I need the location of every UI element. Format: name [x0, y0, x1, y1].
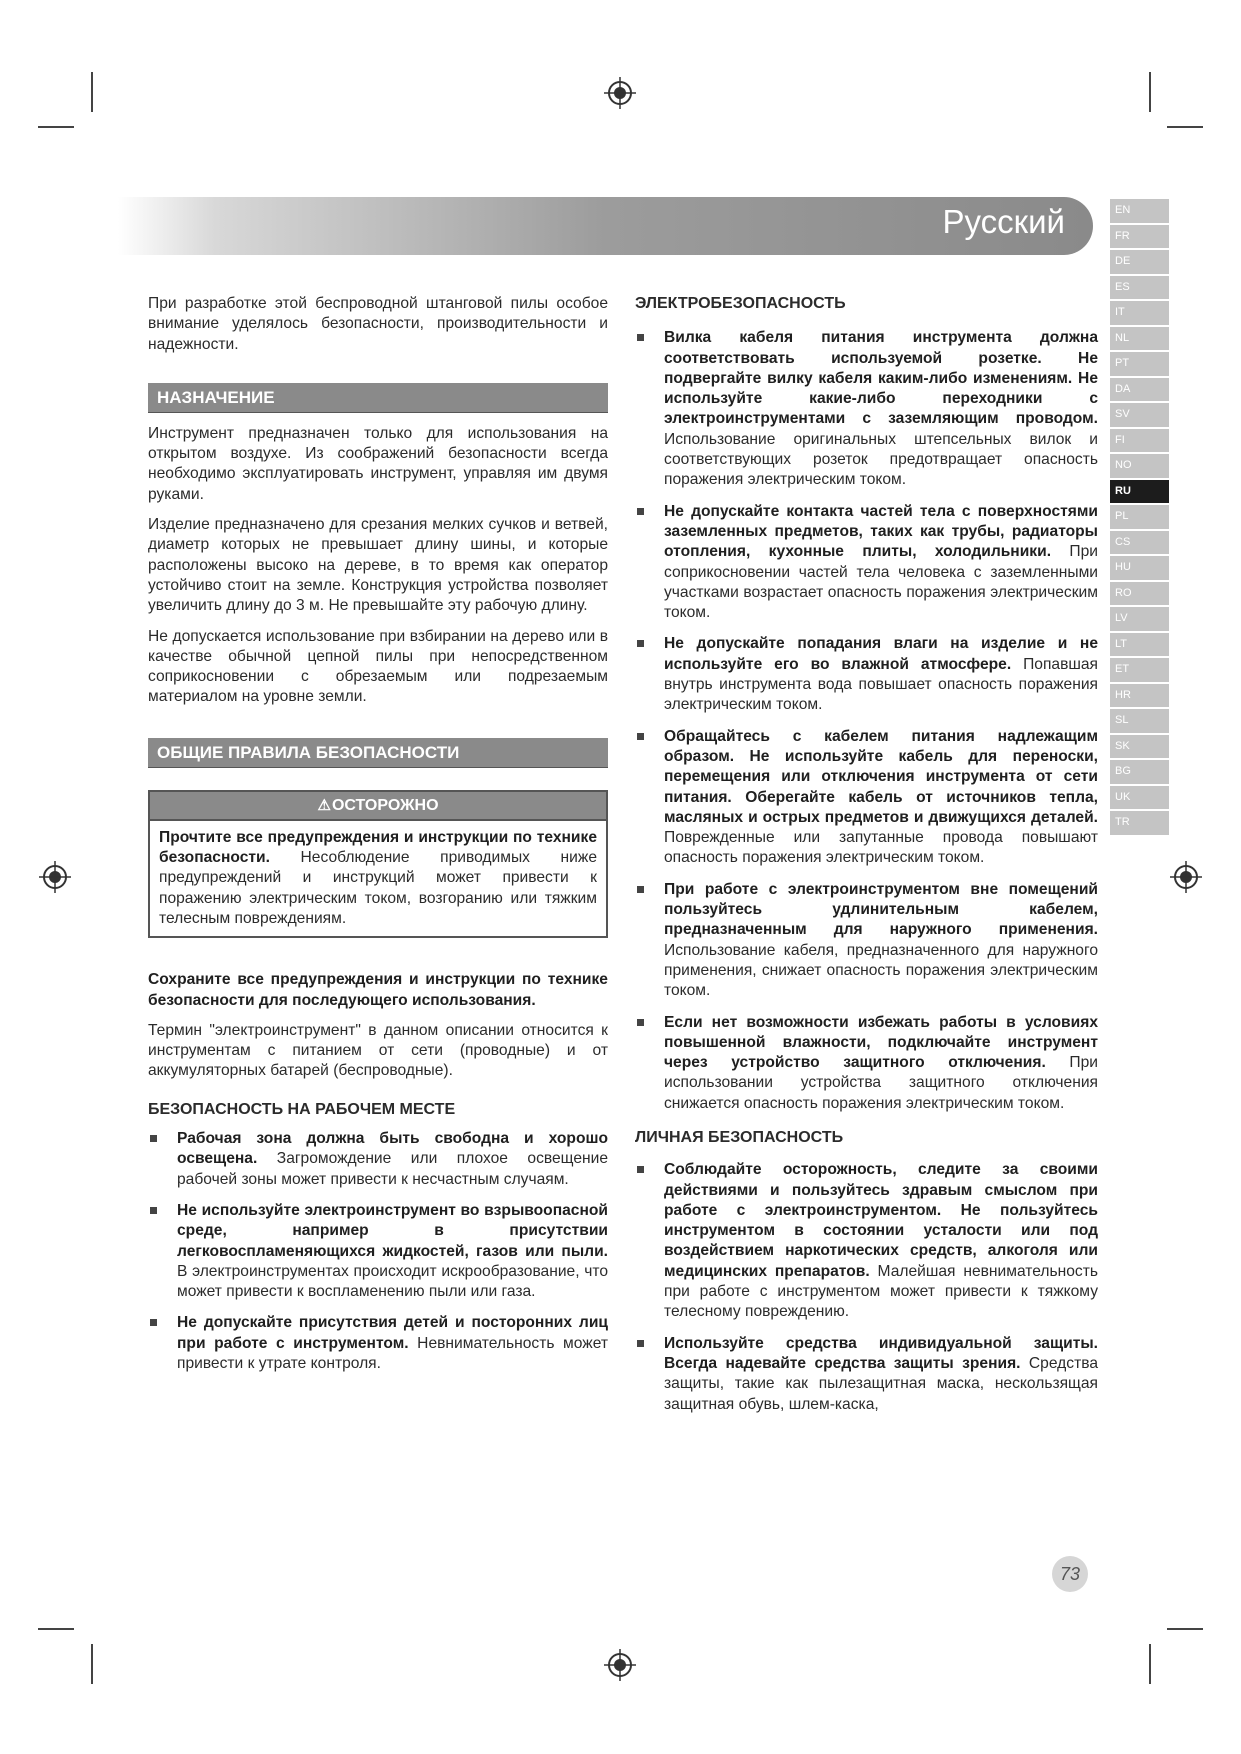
warning-text: Несоблюдение приводимых ниже предупреждений и инструкций может привести к поражению электрическим током, возгоранию или тяжким телесным повреждениям.	[159, 849, 597, 927]
lang-tab-sl: SL	[1110, 709, 1169, 733]
bullet-bold: Используйте средства индивидуальной защиты. Всегда надевайте средства защиты зрения.	[664, 1334, 1098, 1372]
power-tool-term: Термин "электроинструмент" в данном описании относится к инструментам с питанием от сети (проводные) и от аккумуляторных батарей (беспроводные).	[148, 1021, 608, 1080]
bullet-bold: При работе с электроинструментом вне помещений пользуйтесь удлинительным кабелем, предназначенным для наружного применения.	[664, 880, 1098, 939]
bullet-bold: Рабочая зона должна быть свободна и хорошо освещена.	[177, 1130, 608, 1168]
bullet-square-icon	[637, 640, 644, 647]
crop-mark	[38, 1628, 74, 1630]
bullet-bold: Не допускайте попадания влаги на изделие и не используйте его во влажной атмосфере.	[664, 635, 1098, 673]
bullet-square-icon	[150, 1207, 157, 1214]
lang-tab-sk: SK	[1110, 735, 1169, 759]
lang-tab-ru: RU	[1110, 480, 1169, 504]
lang-tab-lt: LT	[1110, 633, 1169, 657]
bullet-bold: Не используйте электроинструмент во взрывоопасной среде, например в присутствии легковоспламеняющихся жидкостей, газов или пыли.	[177, 1201, 608, 1260]
bullet-square-icon	[150, 1319, 157, 1326]
crop-mark	[1167, 1628, 1203, 1630]
bullet-bold: Соблюдайте осторожность, следите за своими действиями и пользуйтесь здравым смыслом при работе с электроинструментом. Не пользуйтесь инструментом в состоянии усталости или под воздействием наркотических средств, алкоголя или медицинских препаратов.	[664, 1161, 1098, 1280]
lang-tab-de: DE	[1110, 250, 1169, 274]
lang-tab-hu: HU	[1110, 556, 1169, 580]
lang-tab-ro: RO	[1110, 582, 1169, 606]
bullet-square-icon	[637, 508, 644, 515]
registration-mark-icon	[603, 76, 637, 110]
bullet-text: Невнимательность может привести к утрате контроля.	[177, 1334, 608, 1372]
registration-mark-icon	[1169, 860, 1203, 894]
lang-tab-cs: CS	[1110, 531, 1169, 555]
workplace-bullets	[148, 1129, 608, 1374]
crop-mark	[1167, 126, 1203, 128]
purpose-heading: НАЗНАЧЕНИЕ	[148, 383, 608, 413]
bullet-bold: Если нет возможности избежать работы в условиях повышенной влажности, подключайте инструмент через устройство защитного отключения.	[664, 1013, 1098, 1072]
electrical-bullets	[635, 328, 1098, 1114]
registration-mark-icon	[603, 1648, 637, 1682]
personal-bullets	[635, 1160, 1098, 1415]
list-item	[635, 1013, 1098, 1114]
language-header-band	[118, 197, 1093, 255]
list-item	[635, 634, 1098, 715]
lang-tab-hr: HR	[1110, 684, 1169, 708]
bullet-text: При соприкосновении частей тела человека с заземленными участками возрастает опасность поражения электрическим током.	[664, 543, 1098, 622]
list-item	[635, 502, 1098, 624]
save-instructions	[148, 970, 608, 1011]
crop-mark	[38, 126, 74, 128]
bullet-text: Малейшая невнимательность при работе с инструментом может привести к тяжкому телесному повреждению.	[664, 1262, 1098, 1321]
registration-mark-icon	[38, 860, 72, 894]
purpose-paragraph: Не допускается использование при взбирании на дерево или в качестве обычной цепной пилы при непосредственном соприкосновении с обрезаемым или подрезаемым материалом на уровне земли.	[148, 627, 608, 706]
bullet-square-icon	[637, 1340, 644, 1347]
list-item	[148, 1201, 608, 1302]
list-item	[635, 727, 1098, 869]
lang-tab-et: ET	[1110, 658, 1169, 682]
crop-mark	[1149, 1644, 1151, 1684]
bullet-text: В электроинструментах происходит искрообразование, что может привести к воспламенению пыли или газа.	[177, 1262, 608, 1301]
lang-tab-da: DA	[1110, 378, 1169, 402]
right-column	[635, 294, 1098, 1426]
lang-tab-fi: FI	[1110, 429, 1169, 453]
lang-tab-lv: LV	[1110, 607, 1169, 631]
bullet-bold: Не допускайте контакта частей тела с поверхностями заземленных предметов, таких как трубы, радиаторы отопления, кухонные плиты, холодильники.	[664, 502, 1098, 561]
page-number: 73	[1052, 1556, 1088, 1592]
bullet-text: Загромождение или плохое освещение рабочей зоны может привести к несчастным случаям.	[177, 1150, 608, 1188]
lang-tab-tr: TR	[1110, 811, 1169, 835]
bullet-text: Попавшая внутрь инструмента вода повышает опасность поражения электрическим током.	[664, 655, 1098, 714]
bullet-bold: Вилка кабеля питания инструмента должна соответствовать используемой розетке. Не подвергайте вилку кабеля каким-либо изменениям. Не используйте какие-либо переходники с электроинструментами с заземляющим проводом.	[664, 329, 1098, 428]
warning-bold-text: Прочтите все предупреждения и инструкции по технике безопасности.	[159, 828, 597, 867]
list-item	[635, 328, 1098, 490]
crop-mark	[91, 1644, 93, 1684]
bullet-bold: Не допускайте присутствия детей и посторонних лиц при работе с инструментом.	[177, 1314, 608, 1352]
bullet-square-icon	[637, 334, 644, 341]
lang-tab-no: NO	[1110, 454, 1169, 478]
bullet-text: Использование кабеля, предназначенного для наружного применения, снижает опасность поражения электрическим током.	[664, 941, 1098, 1000]
lang-tab-bg: BG	[1110, 760, 1169, 784]
lang-tab-fr: FR	[1110, 225, 1169, 249]
language-title: Русский	[942, 203, 1065, 240]
warning-icon: ⚠	[317, 796, 331, 814]
lang-tab-pt: PT	[1110, 352, 1169, 376]
bullet-square-icon	[150, 1135, 157, 1142]
lang-tab-es: ES	[1110, 276, 1169, 300]
list-item	[148, 1129, 608, 1190]
lang-tab-sv: SV	[1110, 403, 1169, 427]
bullet-square-icon	[637, 1019, 644, 1026]
left-column	[148, 294, 608, 1385]
lang-tab-it: IT	[1110, 301, 1169, 325]
bullet-text: При использовании устройства защитного отключения снижается опасность поражения электрическим током.	[664, 1054, 1098, 1112]
bullet-square-icon	[637, 1166, 644, 1173]
bullet-square-icon	[637, 886, 644, 893]
electrical-safety-heading: ЭЛЕКТРОБЕЗОПАСНОСТЬ	[635, 295, 846, 312]
personal-safety-heading: ЛИЧНАЯ БЕЗОПАСНОСТЬ	[635, 1128, 844, 1146]
crop-mark	[1149, 72, 1151, 112]
bullet-text: Средства защиты, такие как пылезащитная маска, нескользящая защитная обувь, шлем-каска,	[664, 1354, 1098, 1413]
save-instructions-text: Сохраните все предупреждения и инструкции по технике безопасности для последующего использования.	[148, 971, 608, 1009]
general-safety-heading: ОБЩИЕ ПРАВИЛА БЕЗОПАСНОСТИ	[148, 738, 608, 768]
list-item	[635, 1160, 1098, 1322]
bullet-text: Поврежденные или запутанные провода повышают опасность поражения электрическим током.	[664, 829, 1098, 867]
intro-paragraph: При разработке этой беспроводной штанговой пилы особое внимание уделялось безопасности, производительности и надежности.	[148, 295, 608, 353]
warning-header	[150, 792, 606, 821]
purpose-paragraph: Инструмент предназначен только для использования на открытом воздухе. Из соображений безопасности всегда необходимо эксплуатировать инструмент, управляя им двумя руками.	[148, 424, 608, 503]
warning-body	[150, 821, 606, 936]
lang-tab-nl: NL	[1110, 327, 1169, 351]
warning-box	[148, 790, 608, 938]
workplace-safety-heading: БЕЗОПАСНОСТЬ НА РАБОЧЕМ МЕСТЕ	[148, 1100, 456, 1118]
bullet-text: Использование оригинальных штепсельных вилок и соответствующих розеток предотвращает опасность поражения электрическим током.	[664, 430, 1098, 489]
crop-mark	[91, 72, 93, 112]
warning-title: ОСТОРОЖНО	[331, 796, 439, 814]
list-item	[635, 1334, 1098, 1415]
lang-tab-uk: UK	[1110, 786, 1169, 810]
bullet-square-icon	[637, 733, 644, 740]
lang-tab-pl: PL	[1110, 505, 1169, 529]
purpose-paragraph: Изделие предназначено для срезания мелких сучков и ветвей, диаметр которых не превышает длину шины, и которые расположены высоко на дереве, в то время как оператор устойчиво стоит на земле. Конструкция устройства позволяет увеличить длину до 3 м. Не превышайте эту рабочую длину.	[148, 516, 608, 615]
list-item	[148, 1313, 608, 1374]
list-item	[635, 880, 1098, 1002]
language-tabs	[1110, 199, 1169, 837]
lang-tab-en: EN	[1110, 199, 1169, 223]
bullet-bold: Обращайтесь с кабелем питания надлежащим образом. Не используйте кабель для переноски, перемещения или отключения инструмента от сети питания. Оберегайте кабель от источников тепла, масляных и острых предметов и движущихся деталей.	[664, 727, 1098, 826]
